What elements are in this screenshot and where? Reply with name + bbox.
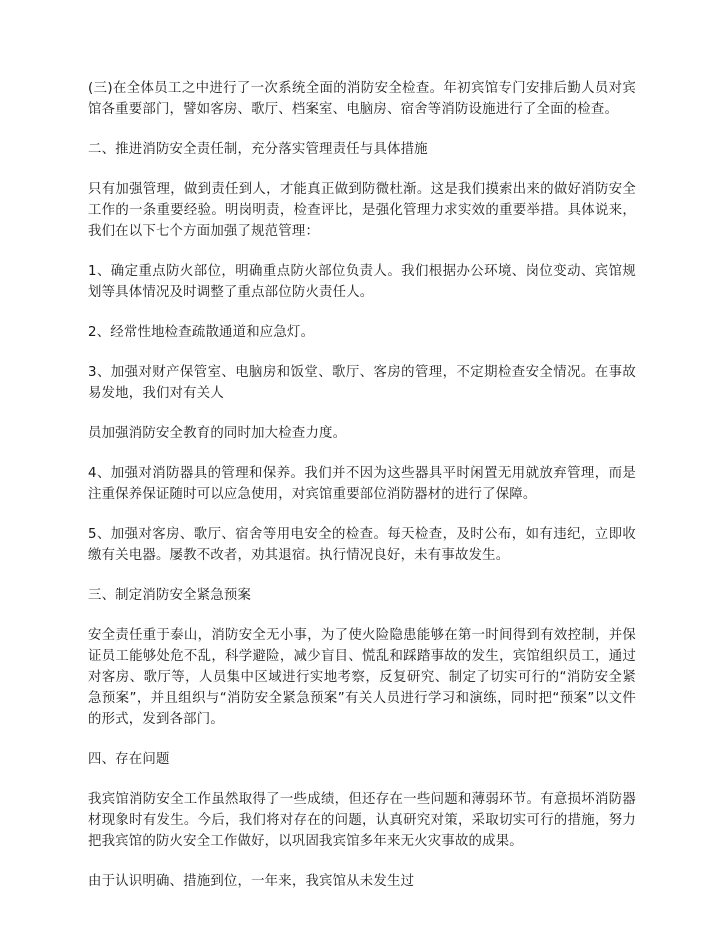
section-heading-emergency-plan: 三、制定消防安全紧急预案 [88, 588, 252, 603]
paragraph-conclusion: 由于认识明确、措施到位，一年来，我宾馆从未发生过 [88, 874, 415, 889]
list-item-3: 3、加强对财产保管室、电脑房和饭堂、歌厅、客房的管理，不定期检查安全情况。在事故易发地，我们对有关人 [88, 365, 636, 401]
list-item-2: 2、经常性地检查疏散通道和应急灯。 [88, 325, 315, 340]
list-item-3-continued: 员加强消防安全教育的同时加大检查力度。 [88, 426, 347, 441]
section-heading-responsibility: 二、推进消防安全责任制，充分落实管理责任与具体措施 [88, 142, 428, 157]
list-item-4: 4、加强对消防器具的管理和保养。我们并不因为这些器具平时闲置无用就放弃管理，而是注重保养保证随时可以应急使用，对宾馆重要部位消防器材的进行了保障。 [88, 466, 636, 502]
list-item-1: 1、确定重点防火部位，明确重点防火部位负责人。我们根据办公环境、岗位变动、宾馆规划等具体情况及时调整了重点部位防火责任人。 [88, 264, 636, 300]
paragraph-problems: 我宾馆消防安全工作虽然取得了一些成绩，但还存在一些问题和薄弱环节。有意损坏消防器材现象时有发生。今后，我们将对存在的问题，认真研究对策，采取切实可行的措施，努力把我宾馆的防火安全工作做好，以巩固我宾馆多年来无火灾事故的成果。 [88, 792, 636, 849]
paragraph-emergency-plan: 安全责任重于泰山，消防安全无小事，为了使火险隐患能够在第一时间得到有效控制，并保证员工能够处危不乱，科学避险，减少盲目、慌乱和踩踏事故的发生，宾馆组织员工，通过对客房、歌厅等，人员集中区域进行实地考察，反复研究、制定了切实可行的“消防安全紧急预案”，并且组织与“消防安全紧急预案”有关人员进行学习和演练，同时把“预案”以文件的形式，发到各部门。 [88, 628, 636, 727]
section-heading-problems: 四、存在问题 [88, 752, 170, 767]
document-body [88, 78, 636, 911]
list-item-5: 5、加强对客房、歌厅、宿舍等用电安全的检查。每天检查，及时公布，如有违纪，立即收缴有关电器。屡教不改者，劝其退宿。执行情况良好，未有事故发生。 [88, 527, 636, 563]
paragraph-management: 只有加强管理，做到责任到人，才能真正做到防微杜渐。这是我们摸索出来的做好消防安全工作的一条重要经验。明岗明责，检查评比，是强化管理力求实效的重要举措。具体说来，我们在以下七个方面加强了规范管理： [88, 182, 636, 239]
paragraph-inspection: (三)在全体员工之中进行了一次系统全面的消防安全检查。年初宾馆专门安排后勤人员对宾馆各重要部门，譬如客房、歌厅、档案室、电脑房、宿舍等消防设施进行了全面的检查。 [88, 81, 636, 117]
